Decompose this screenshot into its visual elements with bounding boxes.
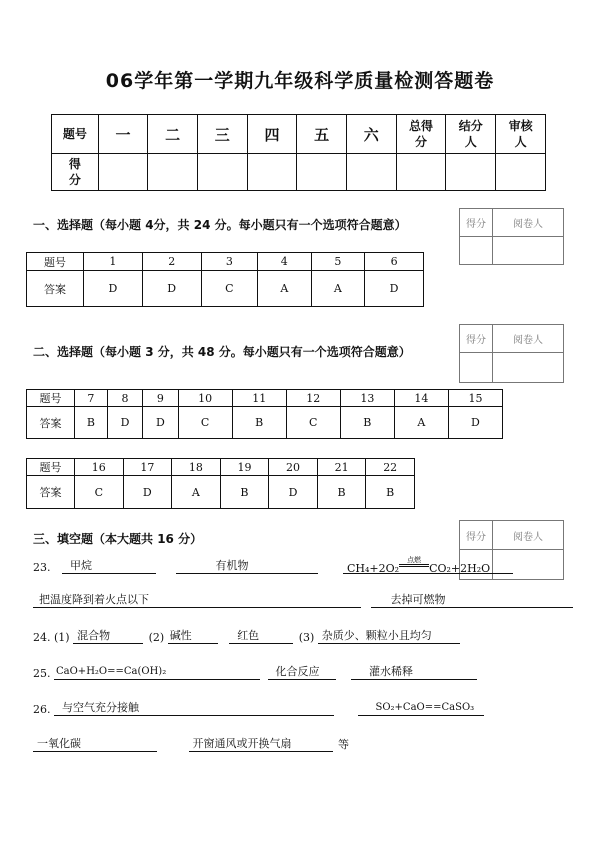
grader-score-label: 得分: [460, 325, 493, 353]
q24-line: [33, 628, 460, 644]
q23-eq-condition: 点燃: [407, 556, 422, 564]
q26-number: 26.: [33, 703, 51, 716]
score-col-4: 四: [247, 115, 297, 154]
answer-cell: A: [394, 407, 448, 439]
q24-part3-label: (3): [298, 631, 315, 644]
q26-answer-4-suffix: 等: [338, 738, 349, 751]
score-col-3: 三: [197, 115, 247, 154]
score-cell-3[interactable]: [197, 154, 247, 191]
question-number: 1: [84, 253, 143, 271]
answer-cell: C: [178, 407, 232, 439]
question-number: 19: [220, 459, 269, 476]
q23-line1: [33, 558, 513, 574]
question-number: 7: [75, 390, 108, 407]
answer-cell: C: [75, 476, 124, 509]
question-number: 21: [317, 459, 366, 476]
q26-answer-4[interactable]: 开窗通风或开换气扇: [189, 736, 333, 752]
answer-cell: D: [269, 476, 318, 509]
question-number: 20: [269, 459, 318, 476]
q23-answer-5[interactable]: 去掉可燃物: [371, 592, 573, 608]
num-row-label: 题号: [27, 459, 75, 476]
score-summary-table: [51, 114, 546, 191]
q23-answer-2[interactable]: 有机物: [176, 558, 318, 574]
score-col-5: 五: [297, 115, 347, 154]
q23-eq-arrow: [399, 558, 429, 572]
answer-cell: A: [258, 271, 312, 307]
score-reviewer-label: 审核人: [496, 115, 546, 154]
q24-answer-1[interactable]: 混合物: [73, 628, 143, 644]
grader-score-label: 得分: [460, 521, 493, 550]
question-number: 4: [258, 253, 312, 271]
q23-answer-4[interactable]: 把温度降到着火点以下: [33, 592, 361, 608]
num-row-label: 题号: [27, 390, 75, 407]
answer-cell: A: [311, 271, 365, 307]
answer-row-label: 答案: [27, 407, 75, 439]
question-number: 16: [75, 459, 124, 476]
answer-cell: D: [123, 476, 172, 509]
q26-answer-1[interactable]: 与空气充分接触: [54, 700, 334, 716]
score-header-label: 题号: [52, 115, 99, 154]
answer-cell: C: [286, 407, 340, 439]
score-col-1: 一: [98, 115, 148, 154]
q26-line2: [33, 736, 349, 752]
answer-cell: A: [172, 476, 221, 509]
section3-heading: 三、填空题（本大题共 16 分）: [33, 532, 203, 546]
q24-answer-4[interactable]: 杂质少、颗粒小且均匀: [318, 628, 460, 644]
score-cell-1[interactable]: [98, 154, 148, 191]
q24-part1-label: (1): [54, 631, 70, 644]
section1-grader-box: [459, 208, 564, 265]
section2-answer-table-1: [26, 389, 503, 439]
score-cell-4[interactable]: [247, 154, 297, 191]
grader-reviewer-cell[interactable]: [493, 353, 564, 383]
answer-cell: D: [107, 407, 142, 439]
question-number: 8: [107, 390, 142, 407]
answer-cell: D: [448, 407, 502, 439]
section2-grader-box: [459, 324, 564, 383]
q23-eq-left: CH₄+2O₂: [347, 562, 400, 575]
answer-cell: B: [340, 407, 394, 439]
question-number: 12: [286, 390, 340, 407]
q26-answer-3[interactable]: 一氧化碳: [33, 736, 157, 752]
score-cell-2[interactable]: [148, 154, 198, 191]
score-cell-5[interactable]: [297, 154, 347, 191]
grader-reviewer-label: 阅卷人: [493, 521, 564, 550]
num-row-label: 题号: [27, 253, 84, 271]
answer-row-label: 答案: [27, 476, 75, 509]
answer-cell: B: [220, 476, 269, 509]
question-number: 14: [394, 390, 448, 407]
grader-reviewer-cell[interactable]: [493, 237, 564, 265]
answer-cell: C: [201, 271, 257, 307]
section1-heading: 一、选择题（每小题 4分，共 24 分。每小题只有一个选项符合题意）: [33, 218, 407, 232]
question-number: 11: [232, 390, 286, 407]
grader-reviewer-label: 阅卷人: [493, 209, 564, 237]
score-row-label: 得分: [52, 154, 99, 191]
q25-answer-2[interactable]: 化合反应: [268, 664, 336, 680]
question-number: 6: [365, 253, 424, 271]
q25-answer-3[interactable]: 灌水稀释: [351, 664, 477, 680]
q24-answer-2[interactable]: 碱性: [168, 628, 218, 644]
question-number: 22: [366, 459, 415, 476]
score-cell-6[interactable]: [346, 154, 396, 191]
question-number: 17: [123, 459, 172, 476]
answer-cell: D: [365, 271, 424, 307]
grader-score-cell[interactable]: [460, 237, 493, 265]
q25-number: 25.: [33, 667, 51, 680]
answer-cell: B: [75, 407, 108, 439]
equals-sign-icon: [399, 564, 429, 567]
question-number: 3: [201, 253, 257, 271]
question-number: 5: [311, 253, 365, 271]
question-number: 2: [142, 253, 201, 271]
section1-answer-table: [26, 252, 424, 307]
answer-cell: D: [143, 407, 178, 439]
score-cell-reviewer[interactable]: [496, 154, 546, 191]
score-cell-total[interactable]: [396, 154, 446, 191]
answer-row-label: 答案: [27, 271, 84, 307]
grader-reviewer-label: 阅卷人: [493, 325, 564, 353]
question-number: 10: [178, 390, 232, 407]
q25-answer-1[interactable]: CaO+H₂O==Ca(OH)₂: [54, 664, 260, 680]
q23-number: 23.: [33, 561, 51, 574]
score-col-6: 六: [346, 115, 396, 154]
q24-part2-label: (2): [148, 631, 165, 644]
question-number: 15: [448, 390, 502, 407]
q23-eq-right: CO₂+2H₂O: [429, 562, 491, 575]
question-number: 18: [172, 459, 221, 476]
score-closer-label: 结分人: [446, 115, 496, 154]
q23-answer-3[interactable]: [343, 558, 513, 574]
grader-score-cell[interactable]: [460, 353, 493, 383]
page-title: 06学年第一学期九年级科学质量检测答题卷: [105, 70, 495, 92]
answer-cell: B: [317, 476, 366, 509]
score-cell-closer[interactable]: [446, 154, 496, 191]
q25-line: [33, 664, 477, 680]
grader-score-label: 得分: [460, 209, 493, 237]
q23-answer-1[interactable]: 甲烷: [62, 558, 156, 574]
score-total-label: 总得分: [396, 115, 446, 154]
answer-cell: D: [142, 271, 201, 307]
section2-answer-table-2: [26, 458, 415, 509]
q24-number: 24.: [33, 631, 51, 644]
q24-answer-3[interactable]: 红色: [229, 628, 293, 644]
question-number: 13: [340, 390, 394, 407]
q23-line2: [33, 592, 573, 608]
q26-line1: [33, 700, 484, 716]
answer-cell: B: [232, 407, 286, 439]
question-number: 9: [143, 390, 178, 407]
q26-answer-2[interactable]: SO₂+CaO==CaSO₃: [358, 700, 484, 716]
score-col-2: 二: [148, 115, 198, 154]
section2-heading: 二、选择题（每小题 3 分，共 48 分。每小题只有一个选项符合题意）: [33, 345, 411, 359]
answer-cell: D: [84, 271, 143, 307]
answer-cell: B: [366, 476, 415, 509]
